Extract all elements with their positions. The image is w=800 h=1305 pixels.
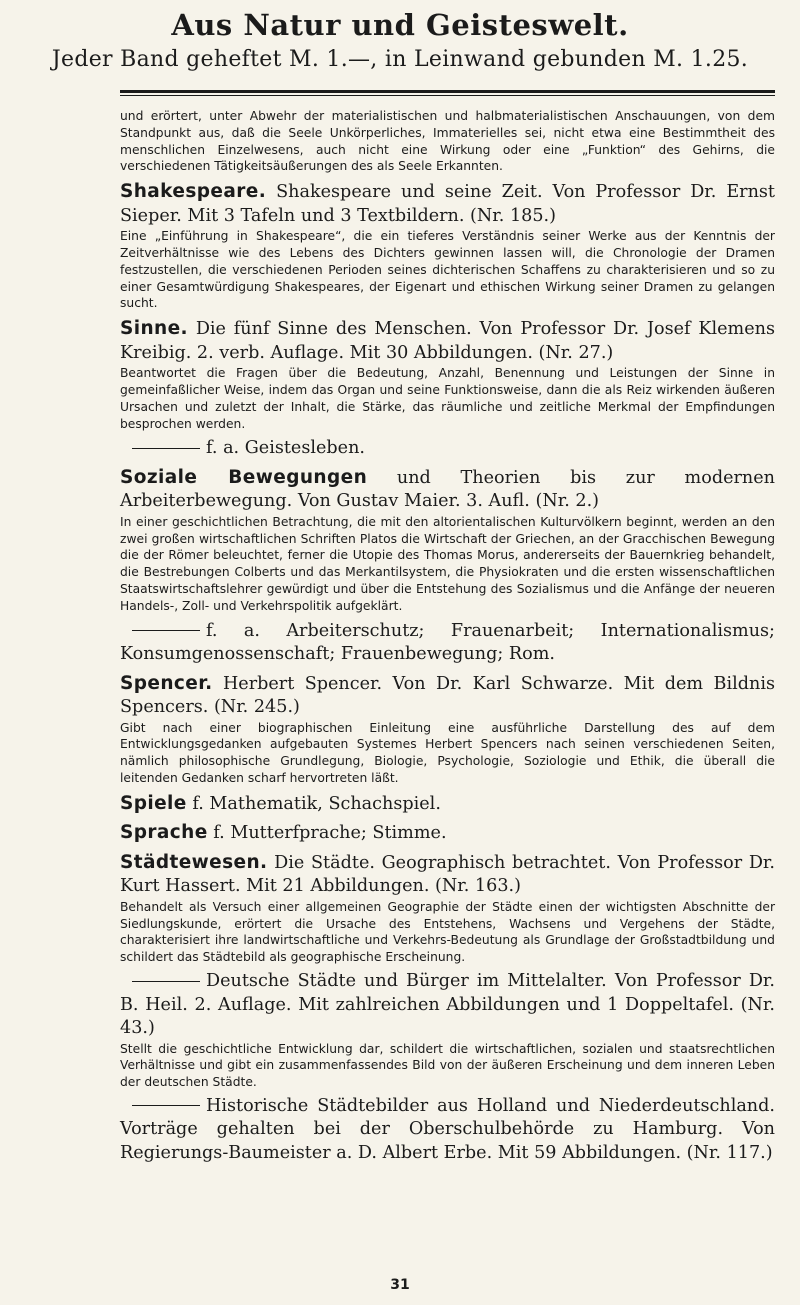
ditto-dash — [132, 630, 200, 631]
entry-title: Die Städte. Geographisch betrachtet. Von Professor Dr. Kurt Hassert. Mit 21 Abbildungen. (Nr. 163.) — [120, 852, 775, 897]
entry-keyword: Soziale Bewegungen — [120, 466, 368, 488]
entry-staedtewesen — [120, 851, 775, 966]
entry-shakespeare — [120, 180, 775, 312]
entry-title: Deutsche Städte und Bürger im Mittelalter. Von Professor Dr. B. Heil. 2. Auflage. Mit zahlreichen Abbildungen und 1 Doppeltafel. (Nr. 43.) — [120, 971, 775, 1039]
ditto-dash — [132, 448, 200, 449]
entry-spiele — [120, 792, 775, 817]
series-subtitle: Jeder Band geheftet M. 1.—, in Leinwand gebunden M. 1.25. — [51, 47, 749, 72]
continuation-paragraph: und erörtert, unter Abwehr der materialistischen und halbmaterialistischen Anschauungen, von dem Standpunkt aus, daß die Seele Unkörperliches, Immaterielles sei, nicht etwa eine Bestimmtheit des menschlichen Einzelwesens, auch nicht eine Wirkung oder eine „Funktion“ des Gehirns, die verschiedenen Tätigkeitsäußerungen des als Seele Erkannten. — [120, 109, 775, 174]
entry-heading — [120, 851, 775, 899]
entry-spencer — [120, 672, 775, 787]
entry-soziale-bewegungen — [120, 466, 775, 667]
cross-ref-text: f. a. Geistesleben. — [206, 438, 366, 459]
entry-keyword: Sinne. — [120, 318, 188, 340]
entry-heading — [120, 466, 775, 514]
entry-cross-reference — [120, 620, 775, 667]
entry-title: Die fünf Sinne des Menschen. Von Professor Dr. Josef Klemens Kreibig. 2. verb. Auflage. Mit 30 Abbildungen. (Nr. 27.) — [120, 319, 775, 363]
series-title: Aus Natur und Geisteswelt. — [171, 8, 629, 42]
entry-historische-staedtebilder — [120, 1095, 775, 1166]
entry-title: Shakespeare und seine Zeit. Von Professor Dr. Ernst Sieper. Mit 3 Tafeln und 3 Textbildern. (Nr. 185.) — [120, 182, 776, 226]
ditto-dash — [132, 1105, 200, 1106]
entry-heading — [120, 317, 775, 365]
entry-description: Behandelt als Versuch einer allgemeinen Geographie der Städte einen der wichtigsten Abschnitte der Siedlungskunde, erörtert die Ursache des Entstehens, Wachsens und Vergehens der Städte, charakterisiert ihre landwirtschaftliche und Verkehrs-Bedeutung als Grundlage der Großstadtbildung und schildert das Städtebild als geographische Erscheinung. — [120, 899, 775, 965]
entry-cross-reference — [120, 437, 775, 461]
entry-deutsche-staedte — [120, 970, 775, 1091]
entry-sub-heading — [120, 970, 775, 1041]
entry-keyword: Shakespeare. — [120, 181, 267, 203]
entry-sinne — [120, 317, 775, 461]
entry-sub-heading — [120, 1095, 775, 1166]
entry-description: Eine „Einführung in Shakespeare“, die ein tieferes Verständnis seiner Werke aus der Kenntnis der Zeitverhältnisse wie des Lebens des Dichters gewinnen lassen will, die Chronologie der Dramen festzustellen, die verschiedenen Perioden seines dichterischen Schaffens zu charakterisieren und so zu einer Gesamtwürdigung Shakespeares, der Eigenart und ethischen Wirkung seiner Dramen zu gelangen sucht. — [120, 229, 775, 311]
ditto-dash — [132, 981, 200, 982]
entry-keyword: Sprache — [120, 822, 208, 844]
cross-ref-text: f. a. Arbeiterschutz; Frauenarbeit; Internationalismus; Konsumgenossenschaft; Frauenbewegung; Rom. — [120, 620, 775, 665]
entry-title: Herbert Spencer. Von Dr. Karl Schwarze. Mit dem Bildnis Spencers. (Nr. 245.) — [120, 673, 775, 718]
entry-title: f. Mathematik, Schachspiel. — [192, 793, 441, 814]
entry-title: f. Mutterfprache; Stimme. — [213, 823, 447, 844]
page-number: 31 — [390, 1277, 410, 1293]
entry-heading — [120, 821, 775, 846]
entry-keyword: Städtewesen. — [120, 851, 268, 873]
catalog-content — [120, 108, 775, 1165]
entry-title: und Theorien bis zur modernen Arbeiterbewegung. Von Gustav Maier. 3. Aufl. (Nr. 2.) — [120, 467, 775, 512]
entry-description: Stellt die geschichtliche Entwicklung dar, schildert die wirtschaftlichen, sozialen und staatsrechtlichen Verhältnisse und gibt ein zusammenfassendes Bild von der äußeren Erscheinung und dem inneren Leben der deutschen Städte. — [120, 1041, 775, 1090]
entry-description: Gibt nach einer biographischen Einleitung eine ausführliche Darstellung des auf dem Entwicklungsgedanken aufgebauten Systemes Herbert Spencers nach seinen verschiedenen Seiten, nämlich philosophische Grundlegung, Biologie, Psychologie, Soziologie und Ethik, die überall die leitenden Gedanken scharf hervortreten läßt. — [120, 720, 775, 786]
entry-sprache — [120, 821, 775, 846]
entry-title: Historische Städtebilder aus Holland und Niederdeutschland. Vorträge gehalten bei der Oberschulbehörde zu Hamburg. Von Regierungs-Baumeister a. D. Albert Erbe. Mit 59 Abbildungen. (Nr. 117.) — [120, 1095, 775, 1163]
entry-description: Beantwortet die Fragen über die Bedeutung, Anzahl, Benennung und Leistungen der Sinne in gemeinfaßlicher Weise, indem das Organ und seine Funktionsweise, dann die als Reiz wirkenden äußeren Ursachen und zuletzt der Inhalt, die Stärke, das räumliche und zeitliche Merkmal der Empfindungen besprochen werden. — [120, 366, 775, 431]
entry-description: In einer geschichtlichen Betrachtung, die mit den altorientalischen Kulturvölkern beginnt, werden an den zwei großen wirtschaftlichen Schriften Platos die Wirtschaft der Griechen, an der Gracchischen Bewegung die der Römer beleuchtet, ferner die Utopie des Thomas Morus, andererseits der Bauernkrieg behandelt, die Bestrebungen Colberts und das Merkantilsystem, die Physiokraten und die ersten wissenschaftlichen Staatswirtschaftslehrer gewürdigt und über die Entstehung des Sozialismus und die Anfänge der neueren Handels-, Zoll- und Verkehrspolitik aufgeklärt. — [120, 514, 775, 613]
entry-heading — [120, 792, 775, 817]
entry-keyword: Spencer. — [120, 672, 213, 694]
entry-keyword: Spiele — [120, 792, 187, 814]
header-rule-thick — [120, 90, 775, 93]
entry-heading — [120, 672, 775, 720]
header-rule-thin — [120, 95, 775, 96]
entry-heading — [120, 180, 775, 228]
